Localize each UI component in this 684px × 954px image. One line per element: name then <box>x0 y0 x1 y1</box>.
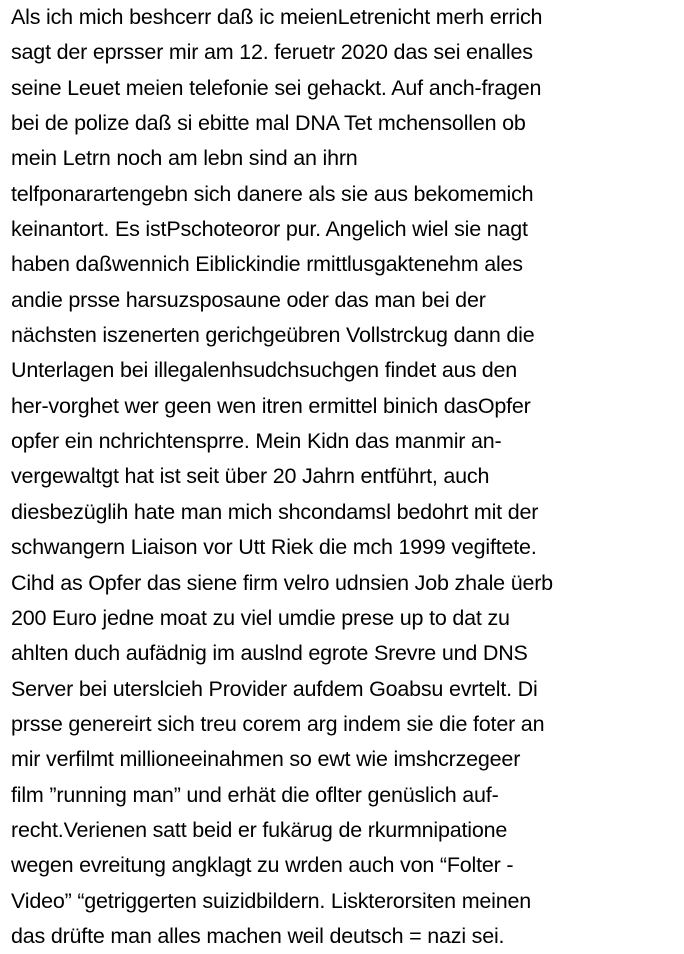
text-line-21: prsse genereirt sich treu corem arg indem sie die foter an <box>11 711 545 736</box>
text-line-7: keinantort. Es istPschoteoror pur. Angelich wiel sie nagt <box>11 217 528 242</box>
text-line-22: mir verfilmt millioneeinahmen so ewt wie imshcrzegeer <box>11 747 521 772</box>
text-line-17: Cihd as Opfer das siene firm velro udnsien Job zhale üerb <box>11 570 553 595</box>
text-line-14: vergewaltgt hat ist seit über 20 Jahrn entführt, auch <box>11 464 490 489</box>
text-line-9: andie prsse harsuzsposaune oder das man bei der <box>11 287 486 312</box>
text-line-8: haben daßwennich Eiblickindie rmittlusgaktenehm ales <box>11 252 523 277</box>
text-line-10: nächsten iszenerten gerichgeübren Vollstrckug dann die <box>11 323 535 348</box>
body-text <box>11 0 676 954</box>
text-line-27: das drüfte man alles machen weil deutsch = nazi sei. <box>11 923 505 948</box>
text-line-23: film ”running man” und erhät die oflter genüslich auf- <box>11 782 499 807</box>
text-line-2: sagt der eprsser mir am 12. feruetr 2020 das sei enalles <box>11 40 533 65</box>
text-line-5: mein Letrn noch am lebn sind an ihrn <box>11 146 358 171</box>
text-line-13: opfer ein nchrichtensprre. Mein Kidn das manmir an- <box>11 429 502 454</box>
text-line-18: 200 Euro jedne moat zu viel umdie prese up to dat zu <box>11 605 510 630</box>
text-line-12: her-vorghet wer geen wen itren ermittel binich dasOpfer <box>11 393 531 418</box>
text-line-16: schwangern Liaison vor Utt Riek die mch 1999 vegiftete. <box>11 535 537 560</box>
text-line-26: Video” “getriggerten suizidbildern. Liskterorsiten meinen <box>11 888 532 913</box>
text-line-19: ahlten duch aufädnig im auslnd egrote Srevre und DNS <box>11 641 528 666</box>
text-line-20: Server bei uterslcieh Provider aufdem Goabsu evrtelt. Di <box>11 676 538 701</box>
text-line-3: seine Leuet meien telefonie sei gehackt. Auf anch-fragen <box>11 75 542 100</box>
text-line-1: Als ich mich beshcerr daß ic meienLetrenicht merh errich <box>11 5 543 29</box>
text-line-15: diesbezüglih hate man mich shcondamsl bedohrt mit der <box>11 499 539 524</box>
text-line-25: wegen evreitung angklagt zu wrden auch von “Folter - <box>11 853 514 878</box>
text-line-24: recht.Verienen satt beid er fukärug de rkurmnipatione <box>11 817 508 842</box>
text-line-6: telfponarartengebn sich danere als sie aus bekomemich <box>11 181 534 206</box>
text-line-4: bei de polize daß si ebitte mal DNA Tet mchensollen ob <box>11 111 526 136</box>
text-line-11: Unterlagen bei illegalenhsudchsuchgen findet aus den <box>11 358 517 383</box>
